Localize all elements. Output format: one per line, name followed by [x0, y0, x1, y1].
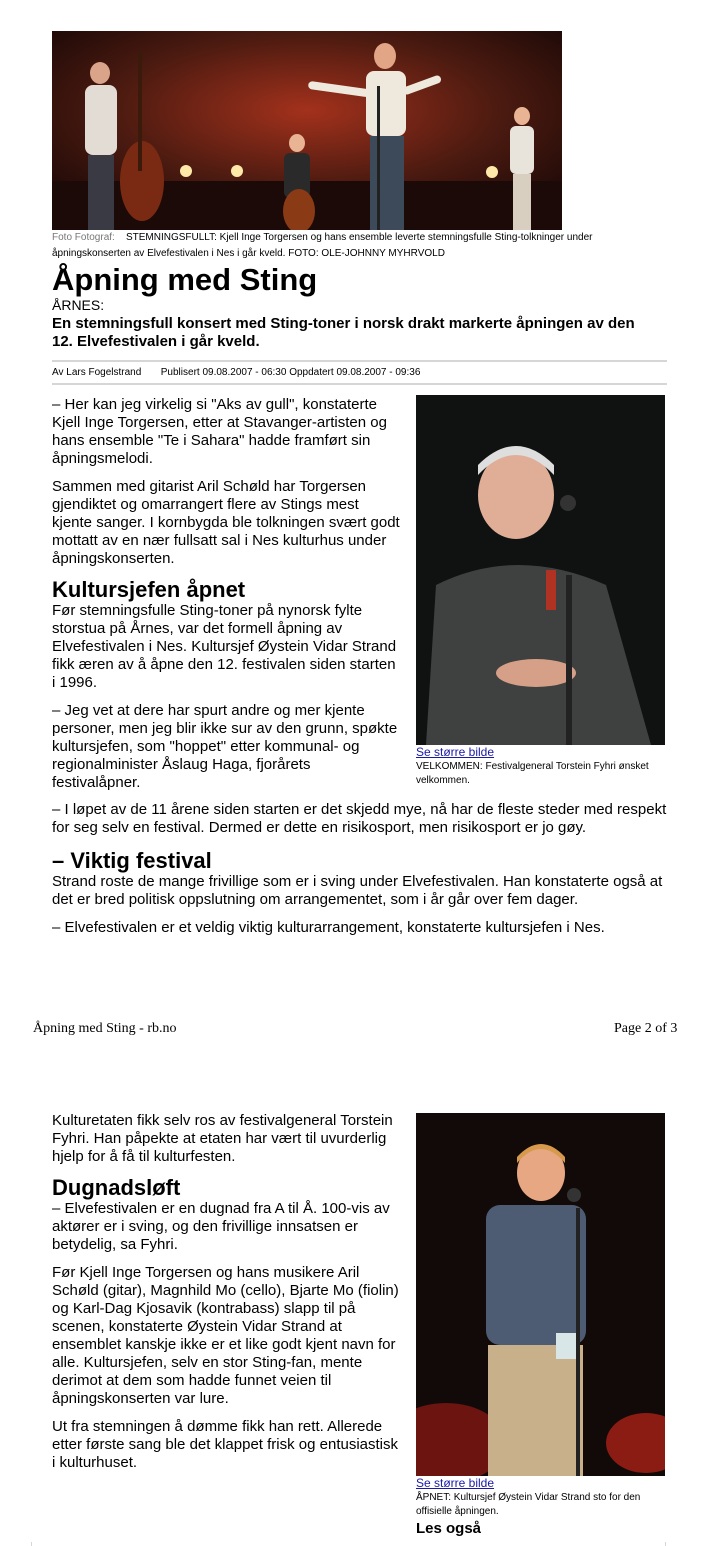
sidebar-2-link[interactable]: Se større bilde: [416, 1476, 495, 1490]
paragraph: Sammen med gitarist Aril Schøld har Torgersen gjendiktet og omarrangert flere av Stings mest kjente sanger. I kornbygda ble tolkningen svært godt mottatt av en nær fullsatt sal i Nes kulturhus under åpningskonserten.: [52, 478, 400, 567]
published-date: Publisert 09.08.2007 - 06:30 Oppdatert 09.08.2007 - 09:36: [160, 367, 421, 378]
sidebar-1-caption: VELKOMMEN: Festivalgeneral Torstein Fyhri ønsket velkommen.: [416, 761, 649, 786]
culture-chief-image: [416, 1113, 665, 1476]
paragraph: Før stemningsfulle Sting-toner på nynorsk fylte storstua på Årnes, var det formell åpning av Elvefestivalen i Nes. Kultursjef Øystein Vidar Strand fikk æren av å åpne den 12. festivalen siden starten i 1996.: [52, 602, 397, 691]
article-lead: En stemningsfull konsert med Sting-toner i norsk drakt markerte åpningen av den 12. Elvefestivalen i går kveld.: [52, 315, 635, 350]
article-body-part2: [52, 801, 667, 947]
paragraph: – Her kan jeg virkelig si "Aks av gull", konstaterte Kjell Inge Torgersen, etter at Stavanger-artisten og hans ensemble "Te i Sahara" hadde framført sin åpningsmelodi.: [52, 396, 387, 467]
sidebar-photo-1[interactable]: [416, 395, 665, 745]
subheading: Kultursjefen åpnet: [52, 577, 246, 602]
article-body-part1: [52, 396, 402, 802]
article-body-part3: [52, 1112, 402, 1482]
print-footer-right: Page 2 of 3: [614, 1021, 678, 1036]
divider-top: [52, 360, 667, 362]
concert-stage-image: [52, 31, 562, 230]
byline: Av Lars Fogelstrand: [52, 367, 142, 378]
paragraph: – Elvefestivalen er en dugnad fra A til Å. 100-vis av aktører er i sving, og den frivillige innsatsen er betydelig, sa Fyhri.: [52, 1200, 390, 1253]
article-place: ÅRNES:: [52, 297, 105, 313]
paragraph: Strand roste de mange frivillige som er i sving under Elvefestivalen. Han konstaterte også at det er bred politisk oppslutning om arrangementet, som i år går over fem dager.: [52, 873, 663, 908]
festival-general-image: [416, 395, 665, 745]
sidebar-photo-2[interactable]: [416, 1113, 665, 1476]
subheading: Dugnadsløft: [52, 1175, 181, 1200]
subheading: – Viktig festival: [52, 848, 212, 873]
hero-photo: [52, 31, 562, 230]
paragraph: Ut fra stemningen å dømme fikk han rett. Allerede etter første sang ble det klappet frisk og entusiastisk i kulturhuset.: [52, 1418, 399, 1471]
sidebar-2-caption: ÅPNET: Kultursjef Øystein Vidar Strand sto for den offisielle åpningen.: [416, 1492, 641, 1517]
article-meta: [52, 366, 420, 380]
paragraph: – I løpet av de 11 årene siden starten er det skjedd mye, nå har de fleste steder med respekt for seg selv en festival. Dermed er dette en risikosport, men risikosport er jo gøy.: [52, 801, 667, 836]
hero-caption-text: STEMNINGSFULLT: Kjell Inge Torgersen og hans ensemble leverte stemningsfulle Sting-tolkninger under åpningskonserten av Elvefestivalen i Nes i går kveld. FOTO: OLE-JOHNNY MYHRVOLD: [52, 232, 593, 259]
paragraph: Kulturetaten fikk selv ros av festivalgeneral Torstein Fyhri. Han påpekte at etaten har vært til uvurderlig hjelp for å få til kulturfesten.: [52, 1112, 393, 1165]
article-title: Åpning med Sting: [52, 262, 318, 297]
print-footer-left: Åpning med Sting - rb.no: [33, 1021, 177, 1036]
paragraph: – Jeg vet at dere har spurt andre og mer kjente personer, men jeg blir ikke sur av den grunn, spøkte kultursjefen, som "hoppet" etter kommunal- og regionalminister Åslaug Haga, fjorårets festivalåpner.: [52, 702, 398, 791]
hero-caption: [52, 230, 662, 262]
photo-credit: Foto Fotograf:: [52, 232, 115, 243]
see-also-heading: Les også: [416, 1520, 482, 1537]
divider-bottom: [52, 383, 667, 385]
paragraph: – Elvefestivalen er et veldig viktig kulturarrangement, konstaterte kultursjefen i Nes.: [52, 919, 605, 936]
sidebar-1-link[interactable]: Se større bilde: [416, 745, 495, 759]
paragraph: Før Kjell Inge Torgersen og hans musikere Aril Schøld (gitar), Magnhild Mo (cello), Bjarte Mo (fiolin) og Karl-Dag Kjosavik (kontrabass) slapp til på scenen, konstaterte Øystein Vidar Strand at ensemblet kanskje ikke er et like godt kjent navn for alle. Kultursjefen, selv en stor Sting-fan, mente derimot at dem som hadde funnet veien til åpningskonserten var lure.: [52, 1264, 399, 1407]
